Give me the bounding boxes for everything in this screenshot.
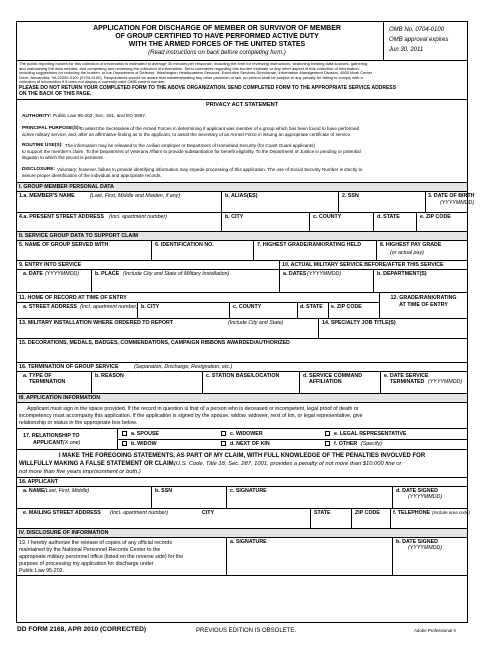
applicant-name-hint: (Last, First, Middle) xyxy=(44,488,90,494)
routine-use-label: ROUTINE USE(S): xyxy=(22,143,63,148)
disclosure-authorization-line-3: appropriate military personnel office (listed on the reverse side) for the xyxy=(19,554,184,560)
section-3-title: III. APPLICATION INFORMATION xyxy=(19,395,101,401)
city-field[interactable] xyxy=(222,213,309,231)
group-served-with-label: 5. NAME OF GROUP SERVED WITH xyxy=(19,242,109,248)
home-street-field[interactable] xyxy=(17,303,137,318)
return-warning-line-1: PLEASE DO NOT RETURN YOUR COMPLETED FORM TO THE ABOVE ORGANIZATION. SEND COMPLETED FORM TO THE APPROPRIATE SERVICE ADDRESS xyxy=(19,85,396,91)
spouse-label: a. SPOUSE xyxy=(131,431,159,437)
form-identifier: DD FORM 2168, APR 2010 (CORRECTED) xyxy=(17,626,147,633)
row-rule xyxy=(17,402,467,403)
home-city-label: b. CITY xyxy=(141,304,160,310)
date-terminated-label-2: TERMINATED xyxy=(390,379,425,385)
row-rule xyxy=(17,449,467,450)
routine-use-line-3: litigation to which the record is pertinent. xyxy=(22,155,104,160)
applicant-signature-label: c. SIGNATURE xyxy=(230,488,267,494)
omb-approval-label: OMB approval expires xyxy=(389,37,449,43)
applicant-mailing-address-hint: (Incl. apartment number) xyxy=(110,510,168,516)
date-of-birth-field[interactable] xyxy=(426,192,475,212)
application-intro-line-3: relationship or status in the appropriate box below. xyxy=(19,420,138,426)
burden-line-3: including suggestions for reducing the burden, to the Department of Defense, Washington Headquarters Services, Executive Services Directorate, Information Management Division, 4800 Mark Center xyxy=(19,70,373,76)
applicant-city-label: CITY xyxy=(202,510,215,516)
departments-label: b. DEPARTMENT(S) xyxy=(377,271,427,277)
authority-label: AUTHORITY: xyxy=(22,114,52,119)
applicant-mailing-address-field[interactable] xyxy=(17,509,310,528)
applicant-zip-label: ZIP CODE xyxy=(355,510,380,516)
routine-use-line-1: The information may be released to the civilian employer or Department of Homeland Security (for Coast Guard applicants) xyxy=(65,143,315,148)
widower-checkbox[interactable] xyxy=(221,431,226,436)
termination-type-field[interactable] xyxy=(17,372,91,393)
entry-place-field[interactable] xyxy=(92,270,279,292)
burden-line-2: and maintaining the data needed, and completing and reviewing the collection of information. Send comments regarding this burden estimate or any other aspect of this collection of information, xyxy=(19,65,360,71)
termination-type-label-1: a. TYPE OF xyxy=(23,373,52,379)
service-dates-label: a. DATES xyxy=(283,271,307,277)
option-widow[interactable] xyxy=(118,439,217,449)
form-title-line-2: OF GROUP CERTIFIED TO HAVE PERFORMED ACTIVE DUTY xyxy=(115,33,319,40)
return-warning-line-2: ON THE BACK OF THIS PAGE. xyxy=(19,91,92,97)
option-widower[interactable] xyxy=(217,429,321,439)
applicant-state-label: STATE xyxy=(314,510,331,516)
applicant-state-field[interactable] xyxy=(311,509,351,528)
zip-code-field[interactable] xyxy=(417,213,467,231)
applicant-signature-field[interactable] xyxy=(227,487,392,508)
home-county-field[interactable] xyxy=(230,303,297,318)
date-of-birth-label: 3. DATE OF BIRTH xyxy=(428,193,475,199)
certification-line-2-tail: (U.S. Code, Title 18, Sec. 287, 1001, provides a penalty of not more than $10,000 fine or xyxy=(174,461,402,467)
disclosure-line-2: assure proper identification of the individual and appropriate records. xyxy=(22,173,162,178)
option-next-of-kin[interactable] xyxy=(217,439,321,449)
entry-date-label: a. DATE xyxy=(23,271,43,277)
row-rule xyxy=(17,260,467,261)
disclosure-authorization-line-1: 19. I hereby authorize the release of copies of any official records xyxy=(19,540,173,546)
state-label: d. STATE xyxy=(377,214,400,220)
routine-use-line-2: to support the member's claim. To the Department of Veterans Affairs to provide substantiation for benefit eligibility. To the Department of Justice in pending or potential xyxy=(22,149,361,154)
disclosure-signature-field[interactable] xyxy=(227,538,392,575)
zip-code-label: e. ZIP CODE xyxy=(420,214,451,220)
form-instructions-note: (Read instructions on back before completing form.) xyxy=(148,50,286,56)
military-installation-hint: (Include City and State) xyxy=(228,320,284,326)
highest-grade-field[interactable] xyxy=(254,241,376,260)
alias-label: b. ALIAS(ES) xyxy=(225,193,258,199)
other-hint: (Specify) xyxy=(361,441,382,447)
termination-reason-field[interactable] xyxy=(92,372,202,393)
home-city-field[interactable] xyxy=(138,303,229,318)
entry-place-label: b. PLACE xyxy=(95,271,120,277)
specialty-job-title-label: 14. SPECIALTY JOB TITLE(S) xyxy=(322,320,396,326)
form-title-line-1: APPLICATION FOR DISCHARGE OF MEMBER OR SURVIVOR OF MEMBER xyxy=(93,25,341,32)
county-label: c. COUNTY xyxy=(313,214,342,220)
applicant-ssn-field[interactable] xyxy=(152,487,226,508)
home-of-record-label: 11. HOME OF RECORD AT TIME OF ENTRY xyxy=(19,295,127,301)
applicant-telephone-label: f. TELEPHONE xyxy=(393,510,431,516)
home-state-label: d. STATE xyxy=(300,304,323,310)
disclosure-authorization-line-2: maintained by the National Personnel Records Center to the xyxy=(19,547,161,553)
identification-number-field[interactable] xyxy=(152,241,253,260)
member-name-field[interactable] xyxy=(17,192,221,212)
entry-date-field[interactable] xyxy=(17,270,91,292)
home-county-label: c. COUNTY xyxy=(233,304,262,310)
service-dates-field[interactable] xyxy=(280,270,373,292)
grade-at-entry-label-1: 12. GRADE/RANK/RATING xyxy=(390,295,457,301)
omb-number: OMB No. 0704-0100 xyxy=(389,27,445,33)
group-served-with-field[interactable] xyxy=(17,241,151,260)
principal-purpose-line-1: To assist the Secretaries of the Armed Forces in determining if applicant was member of a group which has been found to have performed xyxy=(79,126,360,131)
station-base-field[interactable] xyxy=(203,372,299,393)
highest-pay-grade-hint: (or actual pay) xyxy=(390,250,424,256)
form-title-line-3: WITH THE ARMED FORCES OF THE UNITED STATES xyxy=(128,41,306,48)
spouse-checkbox[interactable] xyxy=(122,431,127,436)
certification-line-1: I MAKE THE FOREGOING STATEMENTS, AS PART OF MY CLAIM, WITH FULL KNOWLEDGE OF THE PENALTIES INVOLVED FOR xyxy=(58,453,426,459)
widow-label: b. WIDOW xyxy=(131,441,157,447)
termination-type-label-2: TERMINATION xyxy=(29,379,66,385)
legal-representative-label: e. LEGAL REPRESENTATIVE xyxy=(334,431,407,437)
privacy-act-title: PRIVACY ACT STATEMENT xyxy=(205,102,279,108)
disclosure-date-signed-label: b. DATE SIGNED xyxy=(396,539,438,545)
disclosure-date-signed-hint: (YYYYMMDD) xyxy=(408,545,443,551)
highest-pay-grade-field[interactable] xyxy=(377,241,467,260)
row-rule xyxy=(17,362,467,363)
member-name-label: 1.a. MEMBER'S NAME xyxy=(19,193,75,199)
relationship-hint: (X one) xyxy=(63,440,81,446)
principal-purpose-line-2: active military service, and, after an affirmative finding as to the applicant, to assist the Secretary of an Armed Force in issuing an appropriate certificate of service. xyxy=(22,132,352,137)
software-note: Adobe Professional X xyxy=(414,628,457,633)
legal-representative-checkbox[interactable] xyxy=(325,431,330,436)
applicant-date-signed-hint: (YYYYMMDD) xyxy=(408,494,443,500)
applicant-date-signed-label: d. DATE SIGNED xyxy=(396,488,438,494)
present-address-label: 4.a. PRESENT STREET ADDRESS xyxy=(19,214,104,220)
highest-pay-grade-label: 8. HIGHEST PAY GRADE xyxy=(380,242,442,248)
actual-military-service-label: 10. ACTUAL MILITARY SERVICE BEFORE/AFTER THIS SERVICE xyxy=(282,262,444,268)
relationship-label-2: APPLICANT xyxy=(33,440,64,446)
disclosure-date-signed-field[interactable] xyxy=(393,538,467,575)
highest-grade-label: 7. HIGHEST GRADE/RANK/RATING HELD xyxy=(257,242,362,248)
disclosure-authorization-line-5: Public Law 95-202. xyxy=(19,568,65,574)
service-command-label-2: AFFILIATION xyxy=(309,379,342,385)
station-base-label: c. STATION BASE/LOCATION xyxy=(206,373,280,379)
disclosure-authorization-line-4: purpose of processing my application for discharge under xyxy=(19,561,154,567)
option-other[interactable] xyxy=(321,439,467,449)
military-installation-label: 13. MILITARY INSTALLATION WHERE ORDERED TO REPORT xyxy=(19,320,174,326)
departments-field[interactable] xyxy=(374,270,467,292)
burden-bottom-rule xyxy=(17,99,467,100)
entry-date-hint: (YYYYMMDD) xyxy=(45,271,80,277)
home-street-hint: (Incl. apartment number) xyxy=(80,304,138,310)
option-legal-representative[interactable] xyxy=(321,429,467,439)
row-rule xyxy=(118,439,467,440)
next-of-kin-checkbox[interactable] xyxy=(221,441,226,446)
other-label: f. OTHER xyxy=(334,441,358,447)
applicant-name-label: a. NAME xyxy=(23,488,45,494)
header-divider xyxy=(383,22,384,60)
termination-reason-label: b. REASON xyxy=(95,373,124,379)
date-terminated-label-1: e. DATE SERVICE xyxy=(384,373,429,379)
relationship-label-1: 17. RELATIONSHIP TO xyxy=(23,433,80,439)
alias-field[interactable] xyxy=(222,192,338,212)
applicant-ssn-label: b. SSN xyxy=(155,488,173,494)
date-terminated-field[interactable] xyxy=(381,372,467,393)
certification-line-3: not more than five years imprisonment or both.) xyxy=(19,469,141,475)
home-street-label: a. STREET ADDRESS xyxy=(23,304,77,310)
date-terminated-hint: (YYYYMMDD) xyxy=(428,379,463,385)
entry-into-service-label: 9. ENTRY INTO SERVICE xyxy=(19,262,82,268)
row-rule xyxy=(17,575,467,576)
service-command-label-1: d. SERVICE COMMAND xyxy=(303,373,363,379)
ssn-field[interactable] xyxy=(339,192,425,212)
section-1-title: I. GROUP MEMBER PERSONAL DATA xyxy=(19,184,114,190)
grade-at-entry-field[interactable] xyxy=(380,293,467,318)
service-command-field[interactable] xyxy=(300,372,380,393)
specialty-job-title-field[interactable] xyxy=(319,319,467,338)
burden-line-4: Drive, Alexandria, VA 22350-3100 (0704-0100). Respondents should be aware that notwithstanding any other provision of law, no person shall be subject to any penalty for failing to comply with a xyxy=(19,74,363,80)
omb-expiration-date: Jun 30, 2011 xyxy=(389,47,424,53)
military-installation-field[interactable] xyxy=(17,319,318,338)
home-state-field[interactable] xyxy=(298,303,328,318)
service-dates-hint: (YYYYMMDD) xyxy=(307,271,342,277)
present-address-hint: (Incl. apartment number) xyxy=(109,214,167,220)
applicant-telephone-field[interactable] xyxy=(391,509,470,528)
home-zip-field[interactable] xyxy=(329,303,379,318)
termination-hint: (Separation, Discharge, Resignation, etc.) xyxy=(134,364,233,370)
present-address-field[interactable] xyxy=(17,213,221,231)
ssn-label: 2. SSN xyxy=(342,193,359,199)
certification-line-2: WILLFULLY MAKING A FALSE STATEMENT OR CLAIM. xyxy=(19,461,176,467)
other-checkbox[interactable] xyxy=(325,441,330,446)
applicant-date-signed-field[interactable] xyxy=(393,487,467,508)
disclosure-label: DISCLOSURE: xyxy=(22,167,56,172)
county-field[interactable] xyxy=(310,213,373,231)
applicant-mailing-address-label: e. MAILING STREET ADDRESS xyxy=(23,510,101,516)
dd-form-2168 xyxy=(16,21,475,623)
decorations-field[interactable] xyxy=(17,339,467,362)
home-zip-label: e. ZIP CODE xyxy=(331,304,362,310)
applicant-label: 18. APPLICANT xyxy=(19,479,58,485)
next-of-kin-label: d. NEXT OF KIN xyxy=(230,441,270,447)
member-name-hint: (Last, First, Middle and Maiden, if any) xyxy=(90,193,181,199)
applicant-telephone-hint: (Include area code) xyxy=(432,510,470,515)
burden-line-1: The public reporting burden for this collection of information is estimated to average 30 minutes per response, including the time for reviewing instructions, searching existing data sources, gathering xyxy=(19,61,368,66)
date-of-birth-hint: (YYYYMMDD) xyxy=(440,200,475,206)
principal-purpose-label: PRINCIPAL PURPOSE(S): xyxy=(22,126,81,131)
applicant-zip-field[interactable] xyxy=(352,509,390,528)
option-spouse[interactable] xyxy=(118,429,217,439)
section-4-title: IV. DISCLOSURE OF INFORMATION xyxy=(19,530,109,536)
application-intro-line-1: Applicant must sign in the space provided. If the record in question is that of a person who is deceased or incompetent, legal proof of death or xyxy=(27,406,359,412)
decorations-label: 15. DECORATIONS, MEDALS, BADGES, COMMENDATIONS, CAMPAIGN RIBBONS AWARDED/AUTHORIZED xyxy=(19,340,290,346)
city-label: b. CITY xyxy=(225,214,244,220)
identification-number-label: 6. IDENTIFICATION NO. xyxy=(155,242,214,248)
previous-edition-note: PREVIOUS EDITION IS OBSOLETE. xyxy=(196,628,297,634)
widow-checkbox[interactable] xyxy=(122,441,127,446)
disclosure-line-1: Voluntary; however, failure to provide identifying information may impede processing of this application. The use of Social Security Number is strictly to xyxy=(57,167,363,172)
section-2-title: II. SERVICE GROUP DATA TO SUPPORT CLAIM xyxy=(19,233,139,239)
application-intro-line-2: incompetency must accompany this application. If the application is signed by the spouse, widow, widower, next of kin, or legal representative, give xyxy=(19,413,363,419)
disclosure-signature-label: a. SIGNATURE xyxy=(230,539,267,545)
authority-text: Public Law 95-202, Sec. 401, and EO 9397. xyxy=(53,114,147,119)
grade-at-entry-label-2: AT TIME OF ENTRY xyxy=(399,302,448,308)
widower-label: c. WIDOWER xyxy=(230,431,263,437)
row-rule xyxy=(17,477,467,478)
applicant-name-field[interactable] xyxy=(17,487,151,508)
state-field[interactable] xyxy=(374,213,416,231)
termination-label: 16. TERMINATION OF GROUP SERVICE xyxy=(19,364,119,370)
entry-place-hint: (Include City and State of Military Installation) xyxy=(123,271,230,277)
burden-line-5: collection of information if it does not display a currently valid OMB control number. xyxy=(19,79,166,85)
